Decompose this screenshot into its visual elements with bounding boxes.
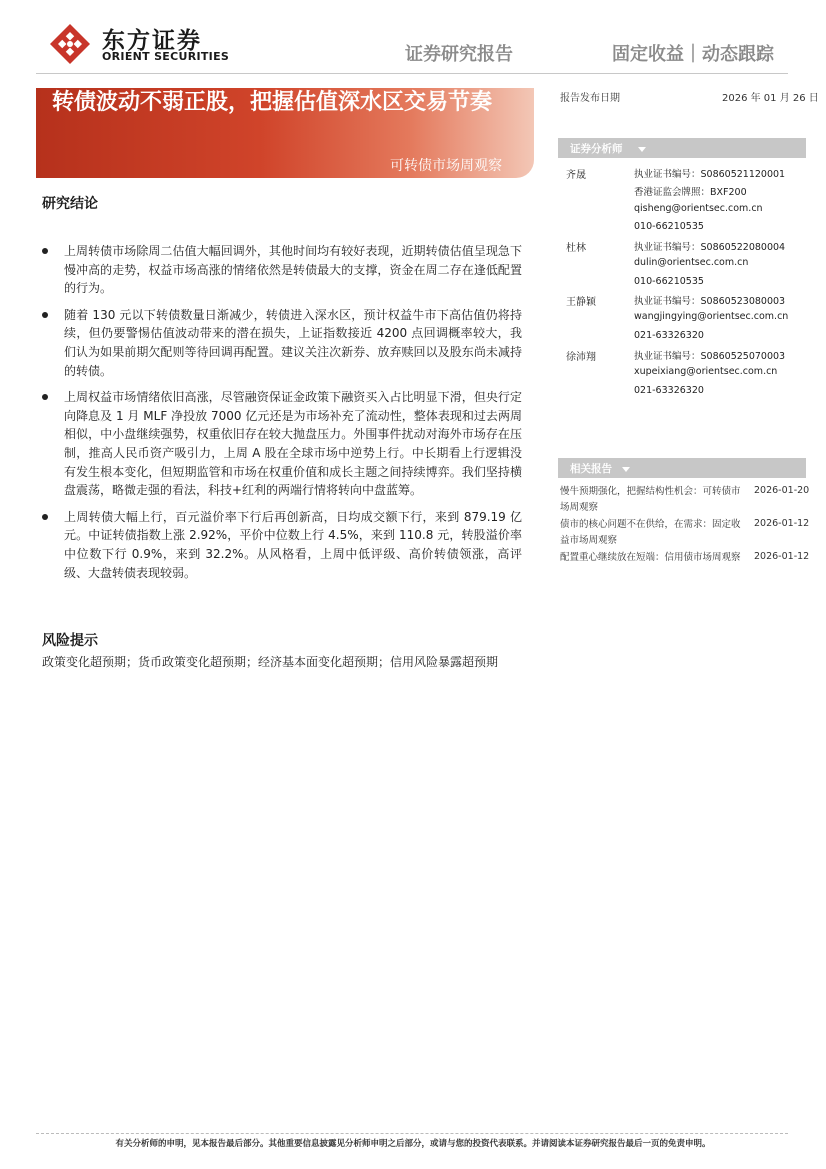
footer-disclaimer: 有关分析师的申明，见本报告最后部分。其他重要信息披露见分析师申明之后部分，或请与您的投资代表联系。并请阅读本证券研究报告最后一页的免责申明。 <box>115 1139 711 1149</box>
analyst-license: 执业证书编号：S0860521120001 <box>634 169 786 180</box>
triangle-icon <box>638 147 646 152</box>
conclusion-item <box>42 242 522 298</box>
related-report-date: 2026-01-12 <box>754 518 810 529</box>
triangle-icon <box>622 467 630 472</box>
conclusion-item <box>42 508 522 582</box>
analysts-header <box>558 138 806 158</box>
related-reports-header <box>558 458 806 478</box>
conclusion-title: 研究结论 <box>42 196 98 212</box>
related-report-link[interactable]: 配置重心继续放在短端：信用债市场周观察 <box>560 552 741 563</box>
conclusion-text: 随着 130 元以下转债数量日渐减少，转债进入深水区，预计权益牛市下高估值仍将持续，但仍要警惕估值波动带来的潜在损失，上证指数接近 4200 点回调概率较大，我们认为如果前期欠配则等待回调再配置。建议关注次新券、放弃赎回以及股东尚未减持的转债。 <box>64 307 522 378</box>
header-divider <box>36 73 788 74</box>
report-series: 可转债市场周观察 <box>390 158 502 174</box>
analyst-phone: 010-66210535 <box>634 221 704 232</box>
logo-chinese-name: 东方证券 <box>102 28 202 54</box>
risk-title: 风险提示 <box>42 633 98 649</box>
analyst-name: 王静颖 <box>566 297 596 308</box>
related-report-date: 2026-01-12 <box>754 551 810 562</box>
related-report-link[interactable]: 债市的核心问题不在供给，在需求：固定收益市场周观察 <box>560 519 741 546</box>
conclusion-list <box>42 242 522 590</box>
analysts-header-label: 证券分析师 <box>570 143 623 155</box>
analyst-phone: 010-66210535 <box>634 276 704 287</box>
risk-text: 政策变化超预期；货币政策变化超预期；经济基本面变化超预期；信用风险暴露超预期 <box>42 655 499 669</box>
report-category: 固定收益｜动态跟踪 <box>612 44 774 65</box>
analyst-email[interactable]: wangjingying@orientsec.com.cn <box>634 311 789 322</box>
orient-securities-logo-icon <box>48 22 92 66</box>
analyst-email[interactable]: dulin@orientsec.com.cn <box>634 257 749 268</box>
publish-date-label: 报告发布日期 <box>560 93 620 104</box>
footer-divider <box>36 1133 788 1134</box>
bullet-icon <box>42 312 48 318</box>
analyst-email[interactable]: qisheng@orientsec.com.cn <box>634 203 763 214</box>
analyst-license: 执业证书编号：S0860523080003 <box>634 296 786 307</box>
analyst-email[interactable]: xupeixiang@orientsec.com.cn <box>634 366 778 377</box>
analyst-phone: 021-63326320 <box>634 330 704 341</box>
analyst-name: 齐晟 <box>566 170 586 181</box>
conclusion-text: 上周转债大幅上行，百元溢价率下行后再创新高，日均成交额下行，来到 879.19 亿元。中证转债指数上涨 2.92%，平价中位数上行 4.5%，来到 110.8 元，转股溢价率中位数下行 0.9%，来到 32.2%。从风格看，上周中低评级、高价转债领涨，高评级、大盘转债表现较弱。 <box>64 509 522 580</box>
related-reports-header-label: 相关报告 <box>570 463 612 475</box>
bullet-icon <box>42 248 48 254</box>
conclusion-item <box>42 306 522 380</box>
conclusion-text: 上周权益市场情绪依旧高涨，尽管融资保证金政策下融资买入占比明显下滑，但央行定向降息及 1 月 MLF 净投放 7000 亿元还是为市场补充了流动性，整体表现和过去两周相似，中小盘继续强势，权重依旧存在较大抛盘压力。外围事件扰动对海外市场存在压制，推高人民币资产吸引力，上周 A 股在全球市场中逆势上行。中长期看上行逻辑没有发生根本变化，但短期监管和市场在权重价值和成长主题之间持续博弈。我们坚持横盘震荡，略微走强的看法，科技+红利的两端行情将转向中盘蓝筹。 <box>64 390 522 498</box>
analyst-name: 徐沛翔 <box>566 352 596 363</box>
analyst-phone: 021-63326320 <box>634 385 704 396</box>
analyst-name: 杜林 <box>566 243 586 254</box>
analyst-license: 执业证书编号：S0860525070003 <box>634 351 786 362</box>
related-report-date: 2026-01-20 <box>754 485 810 496</box>
conclusion-item <box>42 388 522 500</box>
bullet-icon <box>42 514 48 520</box>
analyst-license: 执业证书编号：S0860522080004 <box>634 242 786 253</box>
report-type: 证券研究报告 <box>405 44 513 65</box>
related-report-link[interactable]: 慢牛预期强化，把握结构性机会：可转债市场周观察 <box>560 486 741 513</box>
logo-english-name: ORIENT SECURITIES <box>102 50 230 63</box>
analyst-hk-license: 香港证监会牌照：BXF200 <box>634 187 747 198</box>
report-title: 转债波动不弱正股，把握估值深水区交易节奏 <box>52 90 493 115</box>
bullet-icon <box>42 394 48 400</box>
conclusion-text: 上周转债市场除周二估值大幅回调外，其他时间均有较好表现，近期转债估值呈现急下慢冲高的走势，权益市场高涨的情绪依然是转债最大的支撑，资金在周二存在逢低配置的行为。 <box>64 244 522 296</box>
publish-date: 2026 年 01 月 26 日 <box>722 93 819 104</box>
